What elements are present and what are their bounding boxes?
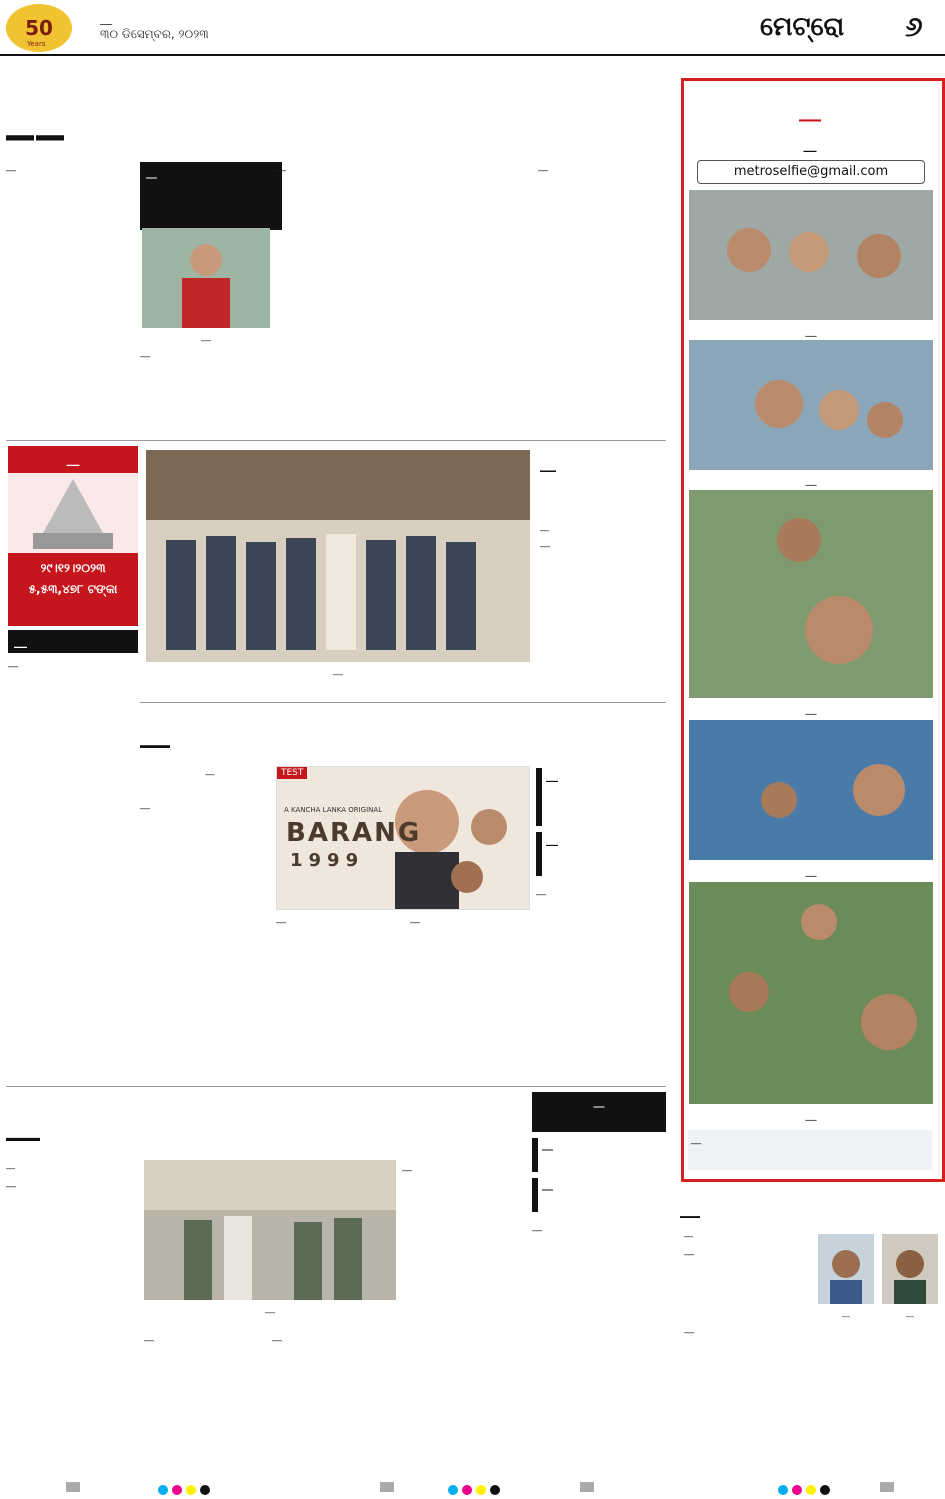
- missing-photo-1: [818, 1234, 874, 1304]
- missing-body-1: __: [684, 1245, 694, 1256]
- print-registration-bar: [0, 1476, 945, 1498]
- judge-photo: [146, 450, 530, 662]
- lead-column-4: __: [538, 161, 548, 172]
- temple-entry-sidebox-1: __: [532, 1138, 666, 1172]
- selfie-photo-2: [689, 340, 933, 470]
- missing-headline: __: [680, 1194, 700, 1218]
- lead-box-title: __: [140, 162, 282, 230]
- rule: [6, 440, 666, 441]
- temple-entry-body-5: __: [532, 1221, 542, 1232]
- judge-headline: __: [540, 453, 556, 472]
- child-photo-icon: [818, 1234, 874, 1304]
- temple-entry-sidebox-head: __: [532, 1092, 666, 1132]
- lead-column-1: __: [6, 161, 16, 172]
- selfie-photo-3: [689, 490, 933, 698]
- header-divider: [0, 54, 945, 56]
- group-photo-icon: [146, 450, 530, 662]
- selfie-brand: __: [690, 84, 930, 134]
- temple-box-date: ୨୯।୧୨।୨୦୨୩: [40, 561, 106, 575]
- selfie-caption-2: __: [805, 473, 817, 486]
- judge-body: __: [540, 537, 550, 548]
- lead-column-3: __: [276, 161, 286, 172]
- selfie-caption-4: __: [805, 864, 817, 877]
- temple-entry-photo-caption: __: [265, 1303, 275, 1314]
- barang-body-3b: __: [536, 885, 546, 896]
- selfie-tagline: __: [803, 138, 817, 153]
- lead-headline: __: [6, 76, 66, 141]
- barang-byline: __: [205, 766, 215, 776]
- missing-body-2: __: [684, 1323, 694, 1334]
- poster-year: 1999: [290, 850, 365, 871]
- dateline-line1: __: [100, 11, 112, 25]
- temple-box-title: __: [66, 452, 80, 467]
- temple-entry-byline: __: [6, 1160, 15, 1170]
- barang-box-2: __: [536, 832, 676, 876]
- rule: [140, 702, 666, 703]
- selfie-caption-5: __: [805, 1108, 817, 1121]
- barang-body-3a: __: [410, 913, 420, 924]
- selfie-photo-5: [689, 882, 933, 1104]
- barang-headline: __: [140, 714, 170, 749]
- temple-icon: [8, 473, 138, 553]
- lead-column-2: __: [140, 347, 150, 358]
- dateline: [100, 10, 209, 42]
- poster-badge: TEST: [277, 767, 307, 779]
- selfie-icon: [689, 190, 933, 320]
- selfie-email[interactable]: metroselfie@gmail.com: [697, 160, 925, 184]
- today-box-title: __: [8, 630, 138, 653]
- selfie-caption-1: __: [805, 324, 817, 337]
- temple-box-amount: ୫,୫୩,୪୭୮ ଟଙ୍କା: [28, 582, 118, 596]
- selfie-photo-1: [689, 190, 933, 320]
- today-box-text: __: [8, 657, 18, 668]
- selfie-footer: __: [688, 1130, 932, 1170]
- logo-sub: Years: [27, 40, 46, 48]
- barang-body-2: __: [276, 913, 286, 924]
- judge-byline: __: [540, 522, 549, 532]
- selfie-icon: [689, 340, 933, 470]
- missing-photo-2: [882, 1234, 938, 1304]
- lead-photo: [142, 228, 270, 328]
- judge-photo-caption: __: [333, 665, 343, 676]
- barang-box-1: __: [536, 768, 676, 826]
- temple-entry-body-4: __: [402, 1161, 412, 1172]
- poster-brand: A KANCHA LANKA ORIGINAL: [284, 806, 383, 814]
- page-number: ୬: [905, 10, 923, 43]
- missing-byline: __: [684, 1228, 693, 1238]
- temple-entry-body-1: __: [6, 1177, 16, 1188]
- temple-entry-photo: [144, 1160, 396, 1300]
- temple-entry-headline: __: [6, 1102, 40, 1142]
- section-name: ମେଟ୍ରୋ: [760, 12, 845, 42]
- temple-entry-sidebox-2: __: [532, 1178, 666, 1212]
- barang-body-1: __: [140, 799, 150, 810]
- rule: [6, 1086, 666, 1087]
- lead-photo-caption: __: [201, 331, 211, 342]
- temple-box: [8, 446, 138, 626]
- dateline-line2: ୩୦ ଡିସେମ୍ବର, ୨୦୨୩: [100, 27, 209, 41]
- missing-photo-2-caption: __: [906, 1308, 914, 1317]
- selfie-photo-4: [689, 720, 933, 860]
- cmyk-marks: [156, 1480, 212, 1499]
- missing-photo-1-caption: __: [842, 1308, 850, 1317]
- child-photo-icon: [882, 1234, 938, 1304]
- logo-text: 50: [25, 16, 53, 40]
- selfie-icon: [689, 882, 933, 1104]
- person-photo-icon: [142, 228, 270, 328]
- selfie-icon: [689, 490, 933, 698]
- selfie-icon: [689, 720, 933, 860]
- selfie-caption-3: __: [805, 702, 817, 715]
- temple-entry-body-3: __: [272, 1331, 282, 1342]
- poster-title: BARANG: [286, 818, 422, 848]
- police-photo-icon: [144, 1160, 396, 1300]
- temple-entry-body-2: __: [144, 1331, 154, 1342]
